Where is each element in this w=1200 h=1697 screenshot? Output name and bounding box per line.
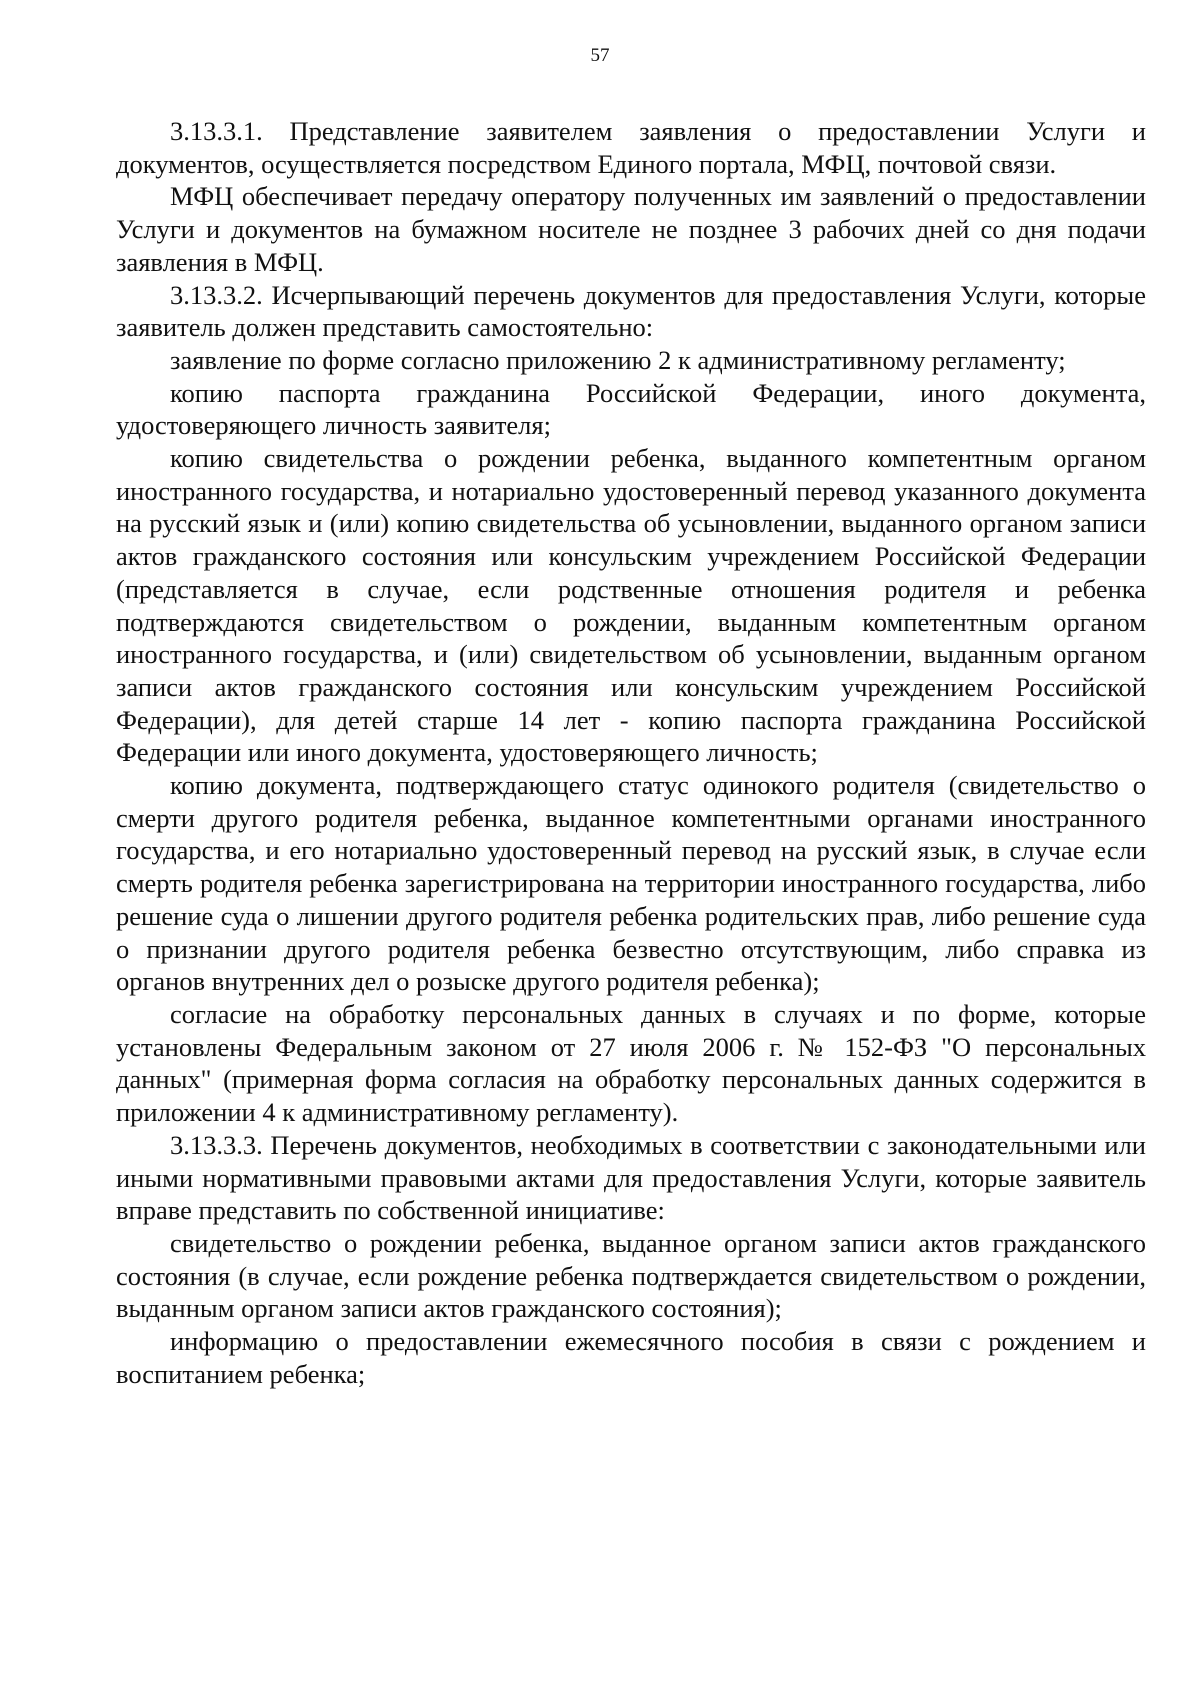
list-item-birth-certificate-copy: копию свидетельства о рождении ребенка, выданного компетентным органом иностранного государства, и нотариально удостоверенный перевод указанного документа на русский язык и (или) копию свидетельства об усыновлении, выданного органом записи актов гражданского состояния или консульским учреждением Российской Федерации (представляется в случае, если родственные отношения родителя и ребенка подтверждаются свидетельством о рождении, выданным компетентным органом иностранного государства, и (или) свидетельством об усыновлении, выданным органом записи актов гражданского состояния или консульским учреждением Российской Федерации), для детей старше 14 лет - копию паспорта гражданина Российской Федерации или иного документа, удостоверяющего личность; xyxy=(116,443,1146,768)
paragraph-3-13-3-2: 3.13.3.2. Исчерпывающий перечень документов для предоставления Услуги, которые заявитель должен представить самостоятельно: xyxy=(116,279,1146,343)
list-item-birth-certificate: свидетельство о рождении ребенка, выданное органом записи актов гражданского состояния (в случае, если рождение ребенка подтверждается свидетельством о рождении, выданным органом записи актов гражданского состояния); xyxy=(116,1227,1146,1324)
list-item-application: заявление по форме согласно приложению 2 к административному регламенту; xyxy=(170,344,1066,375)
page-number: 57 xyxy=(590,45,610,66)
list-item-personal-data-consent: согласие на обработку персональных данных в случаях и по форме, которые установлены Федеральным законом от 27 июля 2006 г. № 152-ФЗ "О персональных данных" (примерная форма согласия на обработку персональных данных содержится в приложении 4 к административному регламенту). xyxy=(116,998,1146,1128)
list-item-monthly-allowance-info: информацию о предоставлении ежемесячного пособия в связи с рождением и воспитанием ребенка; xyxy=(116,1326,1146,1389)
document-body xyxy=(116,115,1146,1390)
paragraph-3-13-3-3: 3.13.3.3. Перечень документов, необходимых в соответствии с законодательными или иными нормативными правовыми актами для предоставления Услуги, которые заявитель вправе представить по собственной инициативе: xyxy=(116,1129,1146,1226)
list-item-passport-copy: копию паспорта гражданина Российской Федерации, иного документа, удостоверяющего личность заявителя; xyxy=(116,377,1146,441)
paragraph-3-13-3-1: 3.13.3.1. Представление заявителем заявления о предоставлении Услуги и документов, осуществляется посредством Единого портала, МФЦ, почтовой связи. xyxy=(116,116,1146,179)
list-item-single-parent-document: копию документа, подтверждающего статус одинокого родителя (свидетельство о смерти другого родителя ребенка, выданное компетентными органами иностранного государства, и его нотариально удостоверенный перевод на русский язык, в случае если смерть родителя ребенка зарегистрирована на территории иностранного государства, либо решение суда о лишении другого родителя ребенка родительских прав, либо решение суда о признании другого родителя ребенка безвестно отсутствующим, либо справка из органов внутренних дел о розыске другого родителя ребенка); xyxy=(116,770,1146,997)
paragraph-mfc-transfer: МФЦ обеспечивает передачу оператору полученных им заявлений о предоставлении Услуги и документов на бумажном носителе не позднее 3 рабочих дней со дня подачи заявления в МФЦ. xyxy=(116,181,1146,277)
